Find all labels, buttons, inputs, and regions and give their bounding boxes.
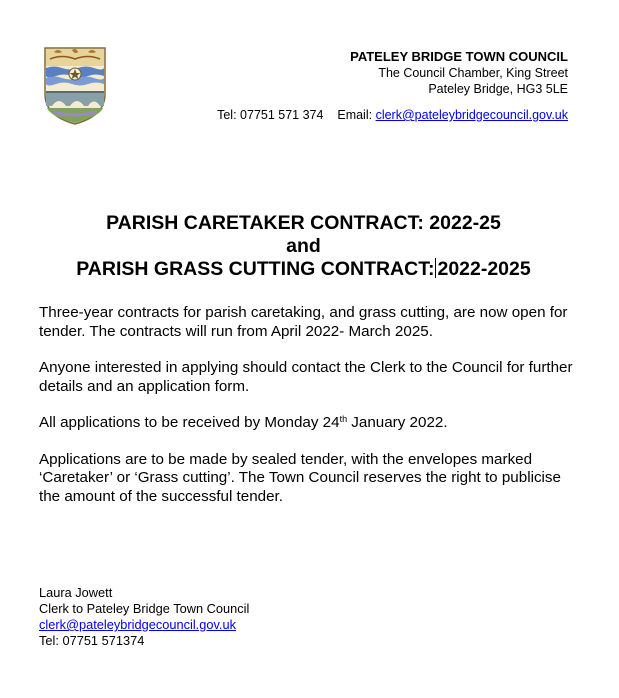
signature-name: Laura Jowett <box>39 585 113 600</box>
paragraph-3 <box>39 414 579 433</box>
paragraph-4: Applications are to be made by sealed tender, with the envelopes marked ‘Caretaker’ or ‘Grass cutting’. The Town Council reserves the right to publicise the amount of the successful tender. <box>39 450 561 505</box>
address-line-1: The Council Chamber, King Street <box>378 66 568 80</box>
title-line-1: PARISH CARETAKER CONTRACT: 2022-25 <box>106 212 501 234</box>
letterhead-contact <box>217 108 568 122</box>
org-name: PATELEY BRIDGE TOWN COUNCIL <box>350 49 568 64</box>
letterhead <box>350 49 568 97</box>
address-line-2: Pateley Bridge, HG3 5LE <box>428 82 568 96</box>
signature-block <box>39 585 249 649</box>
ordinal-suffix: th <box>339 414 348 424</box>
paragraph-3-start: All applications to be received by Monday 24 <box>39 414 340 431</box>
signature-role: Clerk to Pateley Bridge Town Council <box>39 601 250 616</box>
document-body <box>39 304 579 524</box>
paragraph-1: Three-year contracts for parish caretaking, and grass cutting, are now open for tender. The contracts will run from April 2022- March 2025. <box>39 304 568 340</box>
title-line-3-end: 2022-2025 <box>437 258 531 280</box>
title-line-3-start: PARISH GRASS CUTTING CONTRACT: <box>76 258 435 280</box>
document-title <box>0 212 607 281</box>
title-line-2: and <box>286 235 321 257</box>
paragraph-3-end: January 2022. <box>347 414 448 431</box>
paragraph-2: Anyone interested in applying should contact the Clerk to the Council for further details and an application form. <box>39 359 573 395</box>
signature-email-link[interactable]: clerk@pateleybridgecouncil.gov.uk <box>39 617 236 632</box>
letterhead-email-link[interactable]: clerk@pateleybridgecouncil.gov.uk <box>375 108 568 122</box>
signature-tel: Tel: 07751 571374 <box>39 633 145 648</box>
council-crest-icon <box>42 46 108 126</box>
title-line-3 <box>0 258 607 281</box>
email-label: Email: <box>337 108 373 122</box>
letterhead-tel: Tel: 07751 571 374 <box>217 108 324 122</box>
